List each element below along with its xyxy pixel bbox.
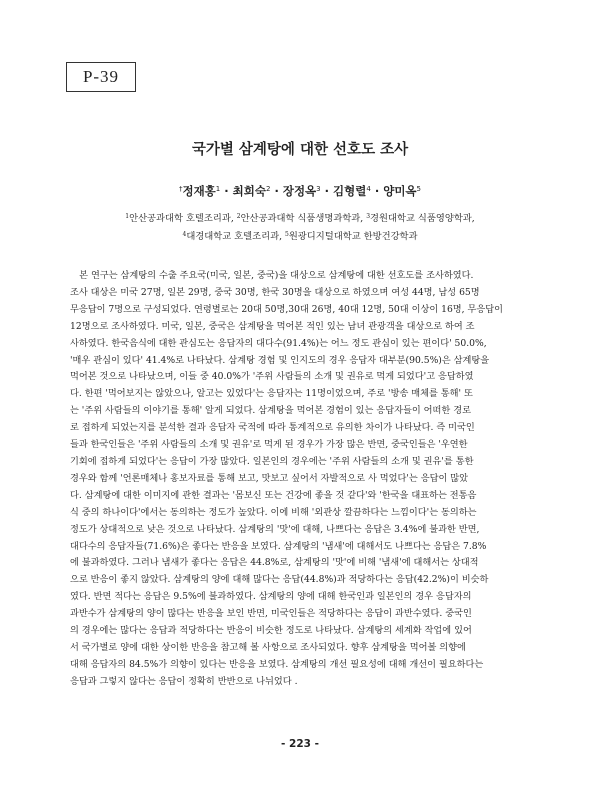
author-name [333,184,371,198]
author-affiliation-number: 5 [416,185,422,193]
author-name-text: 양미옥 [383,184,417,198]
body-text-line: 다. 한편 '먹어보지는 않았으나, 알고는 있었다'는 응답자는 11명이었으며, 주로 '방송 매체를 통해' 또 [70,388,473,400]
affiliations [0,209,600,245]
body-text-line: 정도가 상대적으로 낮은 것으로 나타났다. 삼계탕의 '맛'에 대해, 나쁘다는 응답은 3.4%에 불과한 반면, [70,523,480,535]
page-number: - 223 - [281,738,319,750]
author-separator: · [320,184,334,198]
body-text-line: 식 중의 하나이다'에서는 동의하는 정도가 높았다. 이에 비해 '외관상 깔끔하다는 느낌이다'는 동의하는 [70,506,477,518]
author-name [383,184,421,198]
abstract-body [70,268,540,691]
body-text-line: 서 국가별로 양에 대한 상이한 반응을 참고해 볼 사항으로 조사되었다. 향후 삼계탕을 먹어볼 의향에 [70,641,466,653]
author-name-text: 정재홍 [182,184,216,198]
body-text-line: 12명으로 조사하였다. 미국, 일본, 중국은 삼계탕을 먹어본 적인 있는 남녀 관광객을 대상으로 하여 조 [70,320,475,332]
affiliation-text: 안산공과대학 호텔조리과, [129,213,237,224]
affiliation-text: 안산공과대학 식품생명과학과, [240,213,367,224]
body-text-line: 들과 한국인들은 '주위 사람들의 소개 및 권유'로 먹게 된 경우가 가장 많은 반면, 중국인들은 '우연한 [70,439,468,451]
affiliation-number: 5 [285,231,289,238]
author-name-text: 최희숙 [232,184,266,198]
author-name [179,184,220,198]
body-text-line: 대해 응답자의 84.5%가 의향이 있다는 반응을 보였다. 삼계탕의 개선 필요성에 대해 개선이 필요하다는 [70,658,484,670]
body-text-line: 조사 대상은 미국 27명, 일본 29명, 중국 30명, 한국 30명을 대상으로 하였으며 여성 44명, 남성 65명 [70,286,480,298]
affiliation-line [0,209,600,227]
author-name-text: 장정옥 [282,184,317,198]
author-affiliation-number: 3 [316,185,321,193]
body-text-line: 으로 반응이 좋지 않았다. 삼계탕의 양에 대해 많다는 응답(44.8%)과 적당하다는 응답(42.2%)이 비슷하 [70,574,489,586]
corresponding-author-mark: † [178,185,183,193]
poster-number-badge: P-39 [66,62,136,92]
paper-title: 국가별 삼계탕에 대한 선호도 조사 [191,142,409,158]
author-affiliation-number: 4 [366,185,371,193]
author-separator: · [370,184,384,198]
body-text-line: 무응답이 7명으로 구성되었다. 연령별로는 20대 50명,30대 26명, 40대 12명, 50대 이상이 16명, 무응답이 [70,303,504,315]
author-separator: · [270,184,283,198]
body-text-line: 였다. 반면 적다는 응답은 9.5%에 불과하였다. 삼계탕의 양에 대해 한국인과 일본인의 경우 응답자의 [70,591,472,603]
author-list [0,183,600,199]
body-text-line: 의 경우에는 많다는 응답과 적당하다는 반응이 비슷한 정도로 나타났다. 삼계탕의 세계화 작업에 있어 [70,625,472,637]
body-text-line: '매우 관심이 있다' 41.4%로 나타났다. 삼계탕 경험 및 인지도의 경우 응답자 대부분(90.5%)은 삼계탕을 [70,354,490,366]
affiliation-text: 원광디지털대학교 한방건강학과 [288,231,418,242]
author-name [283,184,321,198]
author-separator: · [220,184,233,198]
affiliation-text: 대경대학교 호텔조리과, [186,231,285,242]
author-name [233,184,271,198]
author-affiliation-number: 1 [215,185,221,193]
affiliation-number: 3 [366,213,371,220]
body-text-line: 사하였다. 한국음식에 대한 관심도는 응답자의 대다수(91.4%)는 어느 정도 관심이 있는 편이다' 50.0%, [70,337,487,349]
body-text-line: 기회에 접하게 되었다'는 응답이 가장 많았다. 일본인의 경우에는 '주위 사람들의 소개 및 권유'를 통한 [70,455,474,467]
affiliation-text: 경원대학교 식품영양학과, [370,213,475,224]
body-text-line: 는 '주위 사람들의 이야기를 통해' 알게 되었다. 삼계탕을 먹어본 경험이 있는 응답자들이 어떠한 경로 [70,405,471,417]
affiliation-line [0,227,600,245]
author-affiliation-number: 2 [265,185,271,193]
body-text-line: 본 연구는 삼계탕의 수출 주요국(미국, 일본, 중국)을 대상으로 삼계탕에 대한 선호도를 조사하였다. [70,270,474,281]
body-text-line: 에 불과하였다. 그러나 냄새가 좋다는 응답은 44.8%로, 삼계탕의 '맛'에 비해 '냄새'에 대해서는 상대적 [70,557,479,569]
body-text-line: 경우와 함께 '언론매체나 홍보자료를 통해 보고, 맛보고 싶어서 자발적으로 사 먹었다'는 응답이 많았 [70,472,469,484]
affiliation-number: 2 [236,213,241,220]
body-text-line: 응답과 그렇지 않다는 응답이 정확히 반반으로 나뉘었다 . [70,675,298,687]
author-name-text: 김형렬 [333,184,367,198]
body-text-line: 과반수가 삼계탕의 양이 많다는 반응을 보인 반면, 미국인들은 적당하다는 응답이 과반수였다. 중국인 [70,608,472,620]
affiliation-number: 4 [182,231,187,238]
affiliation-number: 1 [125,213,130,220]
body-text-line: 먹어본 것으로 나타났으며, 이들 중 40.0%가 '주위 사람들의 소개 및 권유로 먹게 되었다'고 응답하였 [70,371,474,383]
body-text-line: 다. 삼계탕에 대한 이미지에 관한 결과는 '몸보신 또는 건강에 좋을 것 같다'와 '한국을 대표하는 전통음 [70,489,477,501]
body-text-line: 로 접하게 되었는지를 분석한 결과 응답자 국적에 따라 통계적으로 유의한 차이가 나타났다. 즉 미국인 [70,422,475,434]
body-text-line: 대다수의 응답자들(71.6%)은 좋다는 반응을 보였다. 삼계탕의 '냄새'에 대해서도 나쁘다는 응답은 7.8% [70,540,487,552]
